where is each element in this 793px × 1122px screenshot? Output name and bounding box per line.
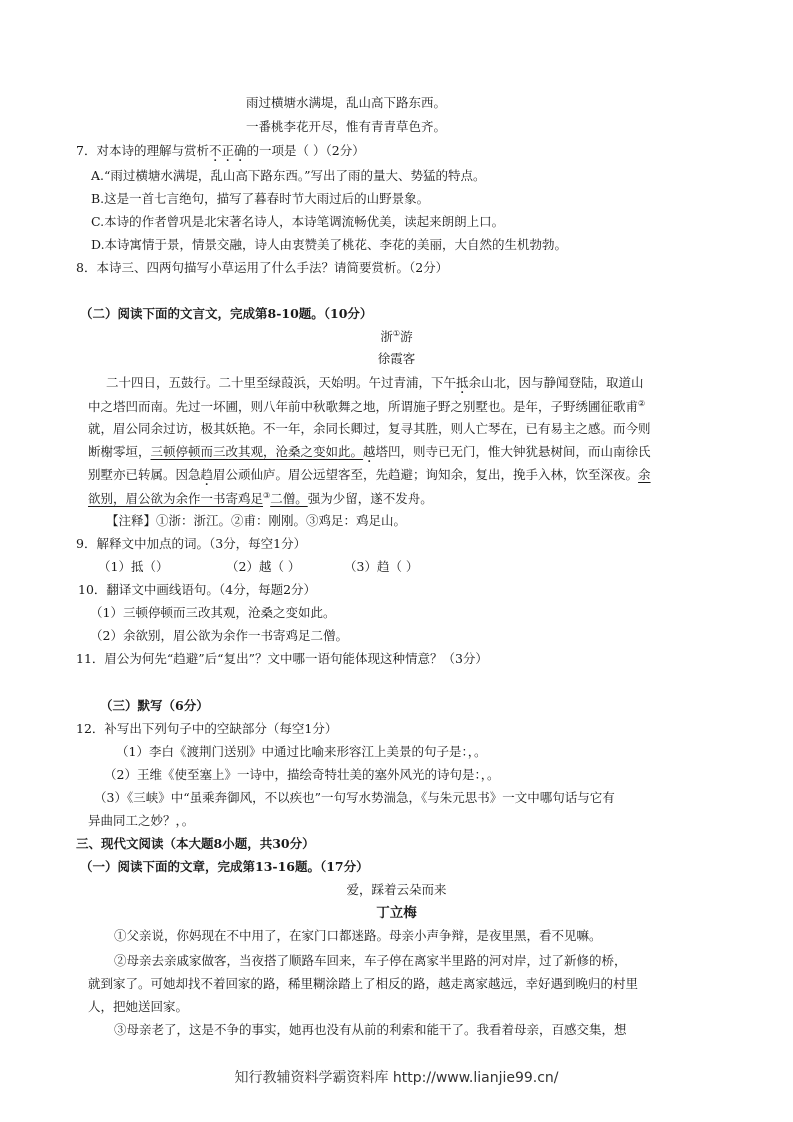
text-run: 塔凹，则寺已无门，惟大钟犹悬树间，而山南徐氏 (375, 444, 651, 459)
emph-di: 抵 (456, 375, 469, 390)
q7-option-d: D.本诗寓情于景，情景交融，诗人由衷赞美了桃花、李花的美丽，大自然的生机勃勃。 (91, 237, 568, 252)
question-11: 11．眉公为何先“趋避”后“复出”？文中哪一语句能体现这种情意？（3分） (76, 651, 488, 666)
part-3-sub-heading: （一）阅读下面的文章，完成第13-16题。（17分） (80, 859, 369, 874)
modern-para-2-line-2: 就到家了。可她却找不着回家的路，稀里糊涂踏上了相反的路，越走离家越远，幸好遇到晚归的村里 (88, 976, 639, 991)
question-12-stem: 12．补写出下列句子中的空缺部分（每空1分） (76, 721, 338, 736)
section-2-heading: （二）阅读下面的文言文，完成第8-10题。（10分） (80, 306, 373, 321)
classical-para-line-3: 就，眉公同余过访，极其妖艳。不一年，余同长卿过，复寻其胜，则人亡琴在，已有易主之感。而今则 (88, 421, 651, 436)
text-run: 断榭零垣， (88, 444, 151, 459)
title-you: 游 (400, 329, 413, 345)
q12-item-3-line-2: 异曲同工之妙？，。 (88, 813, 195, 828)
classical-para-line-1 (106, 377, 644, 390)
q7-emph-zheng: 正 (221, 143, 234, 158)
q7-emph-que: 确 (234, 143, 247, 158)
modern-para-2-line-1: ②母亲去亲戚家做客，当夜搭了顺路车回来，车子停在离家半里路的河对岸，过了新修的桥， (114, 953, 627, 968)
question-7-stem (76, 145, 365, 158)
text-run: 强为少留，遂不发舟。 (307, 491, 433, 507)
modern-text-title: 爱，踩着云朵而来 (346, 882, 447, 897)
classical-para-line-4 (88, 446, 651, 459)
text-run: 二十四日，五鼓行。二十里至绿葭浜，天始明。午过青浦，下午 (106, 375, 457, 390)
part-3-heading: 三、现代文阅读（本大题8小题，共30分） (76, 836, 315, 851)
classical-para-line-6 (88, 492, 433, 506)
classical-notes: 【注释】①浙：浙江。②甫：刚刚。③鸡足：鸡足山。 (106, 513, 407, 528)
modern-para-3: ③母亲老了，这是不争的事实，她再也没有从前的利索和能干了。我看着母亲，百感交集，想 (114, 1022, 627, 1037)
q7-suffix: 的一项是（ ）（2分） (246, 143, 365, 158)
question-10-stem: 10．翻译文中画线语句。（4分，每题2分） (78, 582, 317, 597)
q10-item-2: （2）余欲别，眉公欲为余作一书寄鸡足二僧。 (90, 628, 348, 643)
underlined-sentence-2: 欲别，眉公欲为余作一书寄鸡足 (88, 491, 264, 507)
note-3-marker: ③ (263, 491, 271, 500)
question-9-stem: 9．解释文中加点的词。（3分，每空1分） (76, 536, 307, 551)
note-2-marker: ② (638, 399, 646, 408)
q12-item-2: （2）王维《使至塞上》一诗中，描绘奇特壮美的塞外风光的诗句是：，。 (104, 767, 500, 782)
question-8: 8．本诗三、四两句描写小草运用了什么手法？请简要赏析。（2分） (76, 260, 449, 275)
text-run: 中之塔凹而南。先过一坏圃，则八年前中秋歌舞之地，所谓施子野之别墅也。是年，子野绣圃征歌甫 (88, 399, 639, 415)
text-run: 眉公顽仙庐。眉公远望客至，先趋避；询知余，复出，挽手入林，饮至深夜。 (213, 467, 639, 482)
poem-line-2: 一番桃李花开尽，惟有青青草色齐。 (246, 119, 447, 134)
title-zhe: 浙 (380, 329, 393, 345)
title-note-1: ① (392, 329, 401, 338)
classical-text-title (0, 330, 793, 344)
q9-item-3: （3）趋（ ） (344, 559, 419, 574)
emph-yue: 越 (363, 444, 376, 459)
text-run: 别墅亦已转属。因急 (88, 467, 201, 482)
poem-line-1: 雨过横塘水满堤，乱山高下路东西。 (246, 95, 447, 110)
q10-item-1: （1）三顿停顿而三改其观，沧桑之变如此。 (90, 605, 336, 620)
classical-para-line-2 (88, 400, 645, 414)
underlined-sentence-1: 三顿停顿而三改其观，沧桑之变如此。 (150, 444, 364, 459)
q7-prefix: 7．对本诗的理解与赏析 (76, 143, 209, 158)
modern-para-2-line-3: 人，把她送回家。 (88, 999, 189, 1014)
classical-text-author: 徐霞客 (377, 351, 416, 366)
q7-option-c: C.本诗的作者曾巩是北宋著名诗人，本诗笔调流畅优美，读起来朗朗上口。 (91, 214, 505, 229)
modern-para-1: ①父亲说，你妈现在不中用了，在家门口都迷路。母亲小声争辩，是夜里黑，看不见嘛。 (114, 928, 602, 943)
q7-emph-bu: 不 (208, 143, 222, 158)
classical-para-line-5 (88, 469, 651, 482)
footer-watermark: 知行教辅资料学霸资料库 http://www.lianjie99.cn/ (234, 1070, 559, 1086)
q12-item-1: （1）李白《渡荆门送别》中通过比喻来形容江上美景的句子是：，。 (116, 744, 487, 759)
q7-option-a: A.“雨过横塘水满堤，乱山高下路东西。”写出了雨的量大、势猛的特点。 (91, 168, 486, 183)
q12-item-3-line-1: （3）《三峡》中“虽乘奔御风，不以疾也”一句写水势湍急，《与朱元思书》一文中哪句话与它有 (94, 790, 615, 805)
q9-item-1: （1）抵（） (98, 559, 169, 574)
underlined-sentence-2-start: 余 (638, 467, 651, 482)
q9-item-2: （2）越（ ） (226, 559, 301, 574)
q7-option-b: B.这是一首七言绝句，描写了暮春时节大雨过后的山野景象。 (91, 191, 430, 206)
section-3-heading: （三）默写（6分） (100, 698, 209, 713)
emph-qu: 趋 (200, 467, 214, 482)
underlined-sentence-2-end: 二僧。 (270, 491, 308, 507)
modern-text-author: 丁立梅 (376, 905, 417, 921)
text-run: 余山北，因与静闻登陆，取道山 (468, 375, 644, 390)
